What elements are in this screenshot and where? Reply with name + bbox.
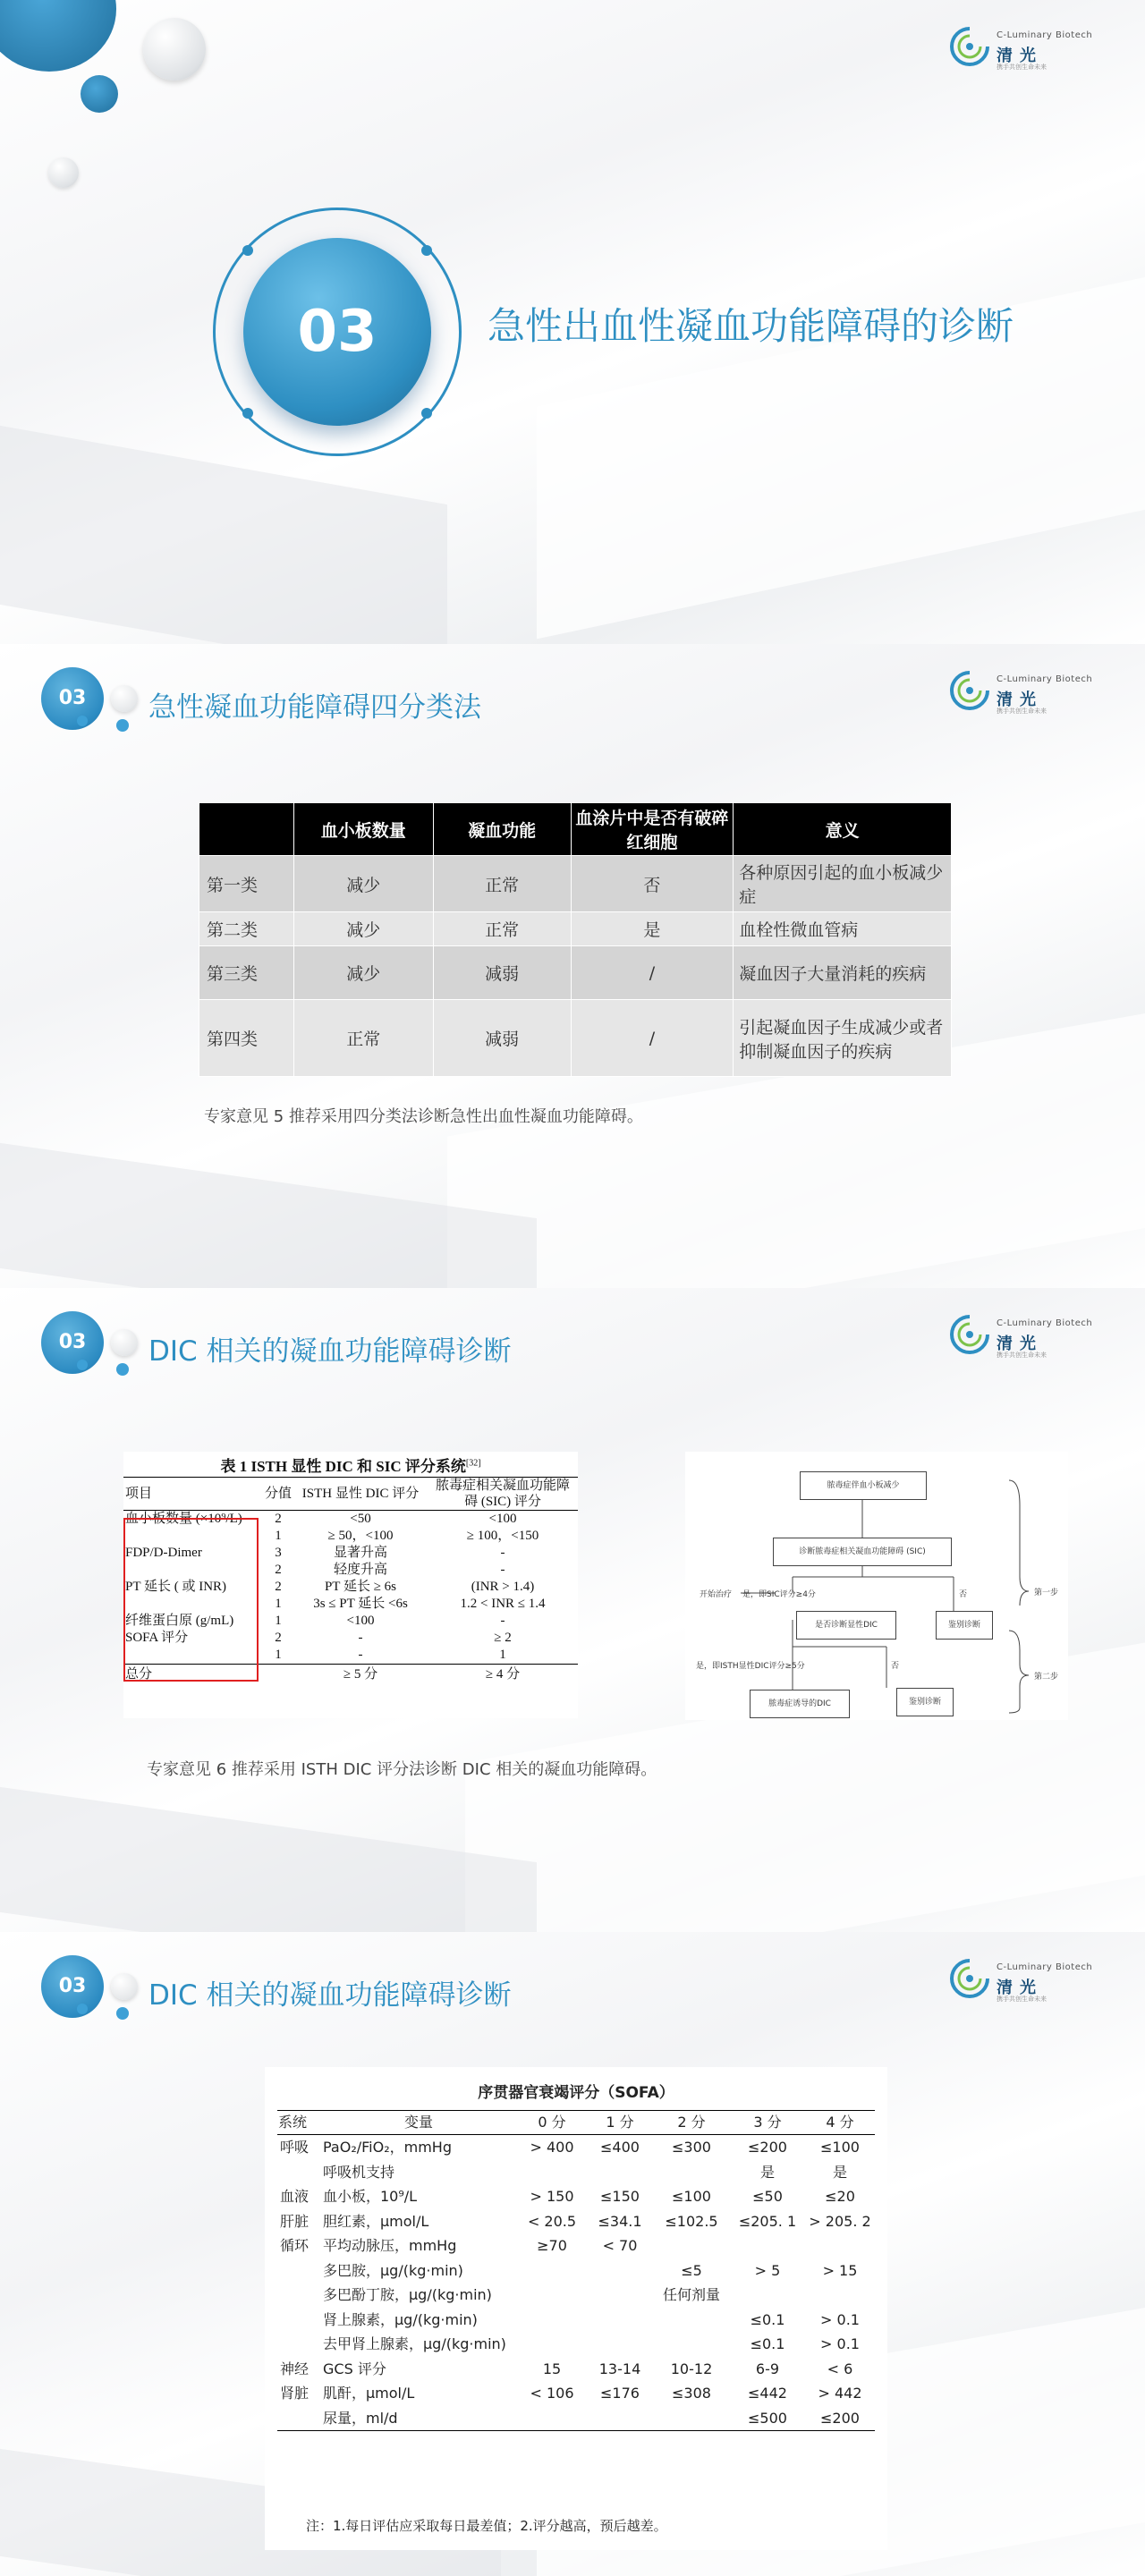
table-row: 纤维蛋白原 (g/mL) 1 <100 - (125, 1614, 505, 1628)
table-cell: PaO₂/FiO₂，mmHg (323, 2139, 452, 2156)
logo-slogan: 携手共创生命未来 (997, 1996, 1047, 2003)
table-cell: 循环 (280, 2237, 310, 2254)
table-cell: 15 (542, 2360, 562, 2377)
sofa-score-table (265, 2067, 887, 2550)
slide-isth-dic (0, 1288, 1145, 1932)
table-cell: 呼吸 (280, 2139, 310, 2156)
table-row (199, 946, 952, 1000)
table-cell (277, 2308, 320, 2333)
table-cell: GCS 评分 (323, 2360, 386, 2377)
table-row (277, 2258, 875, 2284)
column-header: 变量 (320, 2111, 517, 2135)
table-cell: 各种原因引起的血小板减少症 (734, 856, 952, 912)
table-cell: 神经 (280, 2360, 310, 2377)
table-cell: 否 (571, 856, 734, 912)
table-cell: ≤205. 1 (738, 2212, 797, 2230)
table-cell (730, 2233, 805, 2258)
table-cell: 13-14 (598, 2360, 641, 2377)
table-cell: ≤200 (805, 2406, 875, 2431)
table-row (277, 2332, 875, 2357)
table-cell: 任何剂量 (662, 2286, 720, 2303)
logo-english: C-Luminary Biotech (997, 1318, 1093, 1328)
decor-dot (116, 1363, 129, 1376)
logo-english: C-Luminary Biotech (997, 30, 1093, 40)
table-cell: ≤0.1 (750, 2335, 785, 2352)
flow-label: 是，即ISTH显性DIC评分≥5分 (696, 1662, 805, 1671)
table-cell: 正常 (293, 1000, 433, 1077)
flow-box-sepsis-dic: 脓毒症诱导的DIC (750, 1690, 850, 1718)
column-header: 2 分 (653, 2111, 730, 2135)
table-cell: 第四类 (199, 1000, 294, 1077)
company-logo (948, 25, 1100, 73)
decor-circle-small (81, 75, 118, 113)
table-cell: / (571, 946, 734, 1000)
table-cell: > 400 (530, 2139, 574, 2156)
table-cell: ≤50 (752, 2188, 783, 2205)
table-cell: 胆红素，μmol/L (323, 2212, 429, 2230)
logo-chinese: 清光 (997, 47, 1043, 65)
table-cell: 血液 (280, 2188, 310, 2205)
table-row (277, 2184, 875, 2209)
table-cell: ≤442 (748, 2385, 787, 2402)
table-cell: 肌酐，μmol/L (323, 2385, 415, 2402)
table-title: 序贯器官衰竭评分（SOFA） (478, 2084, 674, 2102)
column-header: 分值 (263, 1478, 293, 1511)
table-cell (277, 2160, 320, 2185)
table-cell: ≤176 (600, 2385, 640, 2402)
decor-circle-large (0, 0, 116, 72)
table-cell (730, 2283, 805, 2308)
table-cell: > 5 (754, 2261, 781, 2279)
table-cell: 第二类 (199, 912, 294, 946)
ring-dot (421, 245, 432, 256)
ring-dot (242, 245, 253, 256)
slide-title: DIC 相关的凝血功能障碍诊断 (148, 1979, 512, 2012)
table-cell (653, 2308, 730, 2333)
table-cell (587, 2258, 653, 2284)
table-cell: 肾上腺素，μg/(kg·min) (323, 2310, 478, 2328)
table-cell: < 70 (602, 2237, 638, 2254)
logo-swirl-icon (948, 669, 991, 712)
flow-label: 否 (959, 1590, 968, 1599)
decor-dot (116, 719, 129, 732)
company-logo (948, 1313, 1100, 1361)
flow-label: 开始治疗 (700, 1590, 733, 1599)
table-row (199, 912, 952, 946)
table-caption: 表 1 ISTH 显性 DIC 和 SIC 评分系统[32] (220, 1458, 481, 1475)
table-cell (277, 2332, 320, 2357)
table-cell (805, 2283, 875, 2308)
table-row: FDP/D-Dimer 3 显著升高 - (125, 1546, 505, 1560)
column-header: 意义 (734, 803, 952, 856)
column-header: 1 分 (587, 2111, 653, 2135)
logo-chinese: 清光 (997, 1335, 1043, 1353)
flow-label: 是，即SIC评分≥4分 (742, 1590, 816, 1599)
logo-slogan: 携手共创生命未来 (997, 64, 1047, 71)
table-cell: ≤102.5 (665, 2212, 718, 2230)
table-cell: 多巴胺，μg/(kg·min) (323, 2261, 463, 2279)
table-cell: > 205. 2 (809, 2212, 871, 2230)
column-header: 0 分 (517, 2111, 587, 2135)
flow-box-overt-dic: 是否诊断显性DIC (796, 1611, 896, 1640)
flow-step-label: 第一步 (1034, 1589, 1059, 1597)
logo-slogan: 携手共创生命未来 (997, 1352, 1047, 1359)
flow-box-thrombocytopenia: 脓毒症伴血小板减少 (800, 1471, 927, 1500)
decor-dot (77, 2004, 88, 2014)
table-cell: 第一类 (199, 856, 294, 912)
table-row (277, 2135, 875, 2160)
decor-ball-small (48, 157, 79, 188)
ring-dot (242, 408, 253, 419)
section-title: 急性出血性凝血功能障碍的诊断 (488, 304, 1014, 348)
table-cell (653, 2160, 730, 2185)
section-number: 03 (243, 238, 431, 426)
table-cell: ≤0.1 (750, 2310, 785, 2328)
table-cell (517, 2406, 587, 2431)
decor-ball (111, 1329, 138, 1356)
company-logo (948, 669, 1100, 717)
logo-chinese: 清光 (997, 691, 1043, 709)
section-badge: 03 (41, 667, 104, 730)
table-cell: 是 (571, 912, 734, 946)
table-row (199, 1000, 952, 1077)
table-row (277, 2283, 875, 2308)
table-cell: 减少 (293, 912, 433, 946)
logo-swirl-icon (948, 1313, 991, 1356)
table-cell: ≤5 (681, 2261, 702, 2279)
table-row (277, 2357, 875, 2382)
table-row: PT 延长 ( 或 INR) 2 PT 延长 ≥ 6s (INR > 1.4) (125, 1580, 535, 1594)
column-header (199, 803, 294, 856)
table-cell: > 15 (822, 2261, 858, 2279)
table-cell (805, 2233, 875, 2258)
table-cell: 呼吸机支持 (323, 2163, 395, 2181)
logo-swirl-icon (948, 1957, 991, 2000)
table-row: 1 3s ≤ PT 延长 <6s 1.2 < INR ≤ 1.4 (275, 1597, 546, 1611)
slide-classification (0, 644, 1145, 1288)
table-cell (517, 2160, 587, 2185)
table-cell (587, 2406, 653, 2431)
table-cell (653, 2233, 730, 2258)
slide-title: 急性凝血功能障碍四分类法 (148, 691, 481, 724)
table-cell: > 0.1 (820, 2335, 860, 2352)
table-cell (277, 2283, 320, 2308)
column-header: 4 分 (805, 2111, 875, 2135)
classification-table (199, 802, 952, 1077)
table-total-row: 总分 ≥ 5 分 ≥ 4 分 (125, 1667, 521, 1682)
table-cell: ≤34.1 (598, 2212, 642, 2230)
slide-cover (0, 0, 1145, 644)
decor-ball (143, 18, 206, 80)
table-cell: 尿量，ml/d (320, 2406, 517, 2431)
table-row: 1 ≥ 50，<100 ≥ 100，<150 (275, 1529, 539, 1543)
table-cell: / (571, 1000, 734, 1077)
flow-step-label: 第二步 (1034, 1673, 1059, 1682)
table-cell: 引起凝血因子生成减少或者抑制凝血因子的疾病 (734, 1000, 952, 1077)
table-cell (587, 2308, 653, 2333)
flow-box-differential-1: 鉴别诊断 (936, 1611, 993, 1640)
flow-box-differential-2: 鉴别诊断 (896, 1688, 954, 1716)
logo-swirl-icon (948, 25, 991, 68)
table-cell: 多巴酚丁胺，μg/(kg·min) (323, 2286, 492, 2303)
table-cell: 减弱 (433, 1000, 571, 1077)
table-row: 血小板数量 (×10⁹/L) 2 <50 <100 (125, 1512, 517, 1526)
decor-dot (77, 1360, 88, 1370)
table-row (277, 2209, 875, 2234)
table-row (277, 2308, 875, 2333)
table-row: SOFA 评分 2 - ≥ 2 (125, 1631, 512, 1645)
table-cell: 第三类 (199, 946, 294, 1000)
column-header: ISTH 显性 DIC 评分 (293, 1478, 428, 1511)
table-cell (653, 2406, 730, 2431)
background-facet (0, 426, 447, 644)
table-cell: 6-9 (755, 2360, 780, 2377)
table-cell: ≤500 (730, 2406, 805, 2431)
column-header: 血小板数量 (293, 803, 433, 856)
table-cell: 血栓性微血管病 (734, 912, 952, 946)
highlight-box (123, 1518, 259, 1682)
table-cell: 正常 (433, 856, 571, 912)
table-header-row (123, 1478, 578, 1511)
table-footnote: 注：1.每日评估应采取每日最差值；2.评分越高，预后越差。 (306, 2518, 667, 2534)
table-cell: ≤100 (820, 2139, 860, 2156)
table-cell: < 6 (827, 2360, 853, 2377)
table-row: 1 - 1 (123, 1647, 578, 1665)
column-header: 3 分 (730, 2111, 805, 2135)
table-cell: 是 (832, 2163, 847, 2181)
decor-dot (116, 2007, 129, 2020)
table-cell: 是 (759, 2163, 775, 2181)
logo-english: C-Luminary Biotech (997, 674, 1093, 684)
table-cell: 平均动脉压，mmHg (323, 2237, 457, 2254)
table-row (277, 2406, 875, 2431)
logo-slogan: 携手共创生命未来 (997, 708, 1047, 715)
table-cell: ≤300 (672, 2139, 711, 2156)
table-cell: < 106 (530, 2385, 574, 2402)
column-header: 凝血功能 (433, 803, 571, 856)
table-cell: ≤20 (825, 2188, 855, 2205)
company-logo (948, 1957, 1100, 2005)
table-cell (517, 2308, 587, 2333)
table-cell: 10-12 (670, 2360, 713, 2377)
logo-english: C-Luminary Biotech (997, 1962, 1093, 1972)
background-facet (0, 1787, 537, 1932)
table-row (277, 2160, 875, 2185)
table-cell (587, 2283, 653, 2308)
table-cell: 肾脏 (280, 2385, 310, 2402)
column-header: 系统 (277, 2111, 320, 2135)
table-header-row (199, 803, 952, 856)
table-cell: > 0.1 (820, 2310, 860, 2328)
table-row (277, 2381, 875, 2406)
slide-title: DIC 相关的凝血功能障碍诊断 (148, 1335, 512, 1368)
table-cell: 减弱 (433, 946, 571, 1000)
logo-chinese: 清光 (997, 1979, 1043, 1997)
table-cell: 凝血因子大量消耗的疾病 (734, 946, 952, 1000)
decor-ball (111, 1973, 138, 2000)
flow-label: 否 (891, 1662, 900, 1671)
decor-dot (77, 716, 88, 726)
expert-opinion-note: 专家意见 5 推荐采用四分类法诊断急性出血性凝血功能障碍。 (204, 1107, 643, 1126)
table-row (277, 2233, 875, 2258)
decor-ball (111, 685, 138, 712)
table-cell: 正常 (433, 912, 571, 946)
column-header: 血涂片中是否有破碎红细胞 (571, 803, 734, 856)
table-cell: < 20.5 (527, 2212, 577, 2230)
section-badge: 03 (41, 1955, 104, 2018)
table-cell: ≤400 (600, 2139, 640, 2156)
table-cell (587, 2160, 653, 2185)
table-cell (587, 2332, 653, 2357)
table-row: 2 轻度升高 - (275, 1563, 505, 1577)
table-cell (277, 2258, 320, 2284)
section-badge: 03 (41, 1311, 104, 1374)
table-cell: ≤150 (600, 2188, 640, 2205)
table-row (199, 856, 952, 912)
table-cell: 去甲肾上腺素，μg/(kg·min) (323, 2335, 506, 2352)
table-cell (517, 2332, 587, 2357)
column-header: 项目 (123, 1478, 263, 1511)
diagnosis-flowchart (685, 1452, 1068, 1720)
table-cell: 肝脏 (280, 2212, 310, 2230)
table-cell: ≤308 (672, 2385, 711, 2402)
table-cell: ≥70 (537, 2237, 567, 2254)
expert-opinion-note: 专家意见 6 推荐采用 ISTH DIC 评分法诊断 DIC 相关的凝血功能障碍。 (147, 1760, 657, 1779)
table-cell: 减少 (293, 946, 433, 1000)
table-header-row (277, 2111, 875, 2135)
ring-dot (421, 408, 432, 419)
column-header: 脓毒症相关凝血功能障碍 (SIC) 评分 (428, 1478, 578, 1511)
table-cell: > 442 (818, 2385, 862, 2402)
table-cell (517, 2283, 587, 2308)
table-cell: ≤100 (672, 2188, 711, 2205)
table-cell: > 150 (530, 2188, 574, 2205)
table-cell (653, 2332, 730, 2357)
flow-box-sic: 诊断脓毒症相关凝血功能障碍 (SIC) (773, 1538, 952, 1566)
table-cell: 血小板，10⁹/L (323, 2188, 418, 2205)
table-cell (277, 2406, 320, 2431)
table-cell: ≤200 (748, 2139, 787, 2156)
table-cell (517, 2258, 587, 2284)
slide-sofa (0, 1932, 1145, 2576)
table-cell: 减少 (293, 856, 433, 912)
